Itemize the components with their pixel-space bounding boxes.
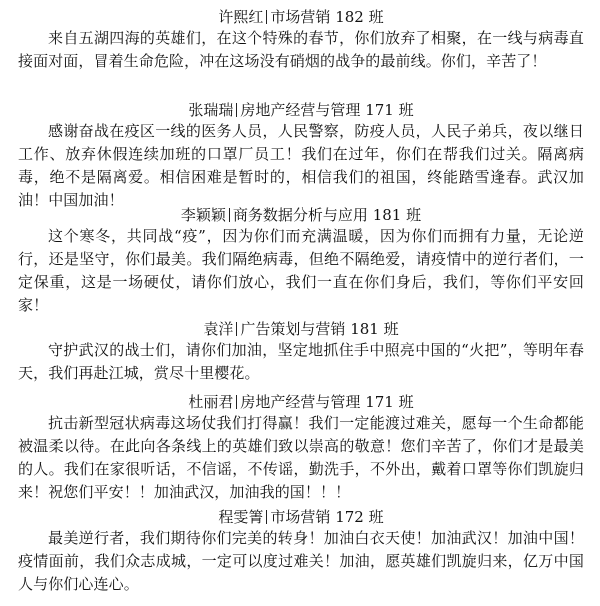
- author-class: 房地产经营与管理 171 班: [240, 393, 414, 411]
- message-author: [18, 101, 584, 120]
- separator: [266, 10, 267, 24]
- author-name: 张瑞瑞: [188, 101, 234, 119]
- author-name: 杜丽君: [188, 393, 234, 411]
- message-author: [18, 206, 584, 225]
- message-author: [18, 508, 584, 527]
- message-text: 最美逆行者，我们期待你们完美的转身！加油白衣天使！加油武汉！加油中国！疫情面前，我们众志成城，一定可以度过难关！加油，愿英雄们凯旋归来，亿万中国人与你们心连心。: [18, 529, 584, 593]
- message-text: 守护武汉的战士们，请你们加油，坚定地抓住手中照亮中国的“火把”，等明年春天，我们再赴江城，赏尽十里樱花。: [18, 341, 584, 382]
- message-block: [18, 206, 584, 317]
- message-block: [18, 508, 584, 596]
- author-class: 房地产经营与管理 171 班: [240, 101, 414, 119]
- author-class: 商务数据分析与应用 181 班: [232, 206, 422, 224]
- separator: [266, 510, 267, 524]
- message-block: [18, 320, 584, 385]
- message-text: 这个寒冬，共同战“疫”，因为你们而充满温暖，因为你们而拥有力量，无论逆行，还是坚守，你们最美。我们隔绝病毒，但绝不隔绝爱，请疫情中的逆行者们，一定保重，这是一场硬仗，请你们放心，我们一直在你们身后，我们，等你们平安回家！: [18, 227, 584, 314]
- separator: [229, 208, 230, 222]
- author-name: 程雯箐: [218, 508, 264, 526]
- message-block: [18, 101, 584, 212]
- author-class: 市场营销 182 班: [270, 8, 384, 26]
- separator: [236, 322, 237, 336]
- author-name: 许熙红: [218, 8, 264, 26]
- separator: [236, 103, 237, 117]
- message-author: [18, 8, 584, 27]
- author-name: 李颖颖: [180, 206, 226, 224]
- message-text: 感谢奋战在疫区一线的医务人员，人民警察，防疫人员，人民子弟兵，夜以继日工作、放弃休假连续加班的口罩厂员工！我们在过年，你们在帮我们过关。隔离病毒，绝不是隔离爱。相信困难是暂时的，相信我们的祖国，终能踏雪逢春。武汉加油！中国加油！: [18, 122, 584, 209]
- message-author: [18, 393, 584, 412]
- author-class: 市场营销 172 班: [270, 508, 384, 526]
- author-class: 广告策划与营销 181 班: [240, 320, 399, 338]
- author-name: 袁洋: [203, 320, 234, 338]
- message-author: [18, 320, 584, 339]
- separator: [236, 395, 237, 409]
- message-block: [18, 8, 584, 73]
- message-text: 来自五湖四海的英雄们，在这个特殊的春节，你们放弃了相聚，在一线与病毒直接面对面，冒着生命危险，冲在这场没有硝烟的战争的最前线。你们，辛苦了！: [18, 29, 584, 70]
- message-text: 抗击新型冠状病毒这场仗我们打得赢！我们一定能渡过难关，愿每一个生命都能被温柔以待。在此向各条线上的英雄们致以崇高的敬意！您们辛苦了，你们才是最美的人。我们在家很听话，不信谣，不传谣，勤洗手，不外出，戴着口罩等你们凯旋归来！祝您们平安！！加油武汉，加油我的国！！！: [18, 414, 584, 501]
- message-block: [18, 393, 584, 504]
